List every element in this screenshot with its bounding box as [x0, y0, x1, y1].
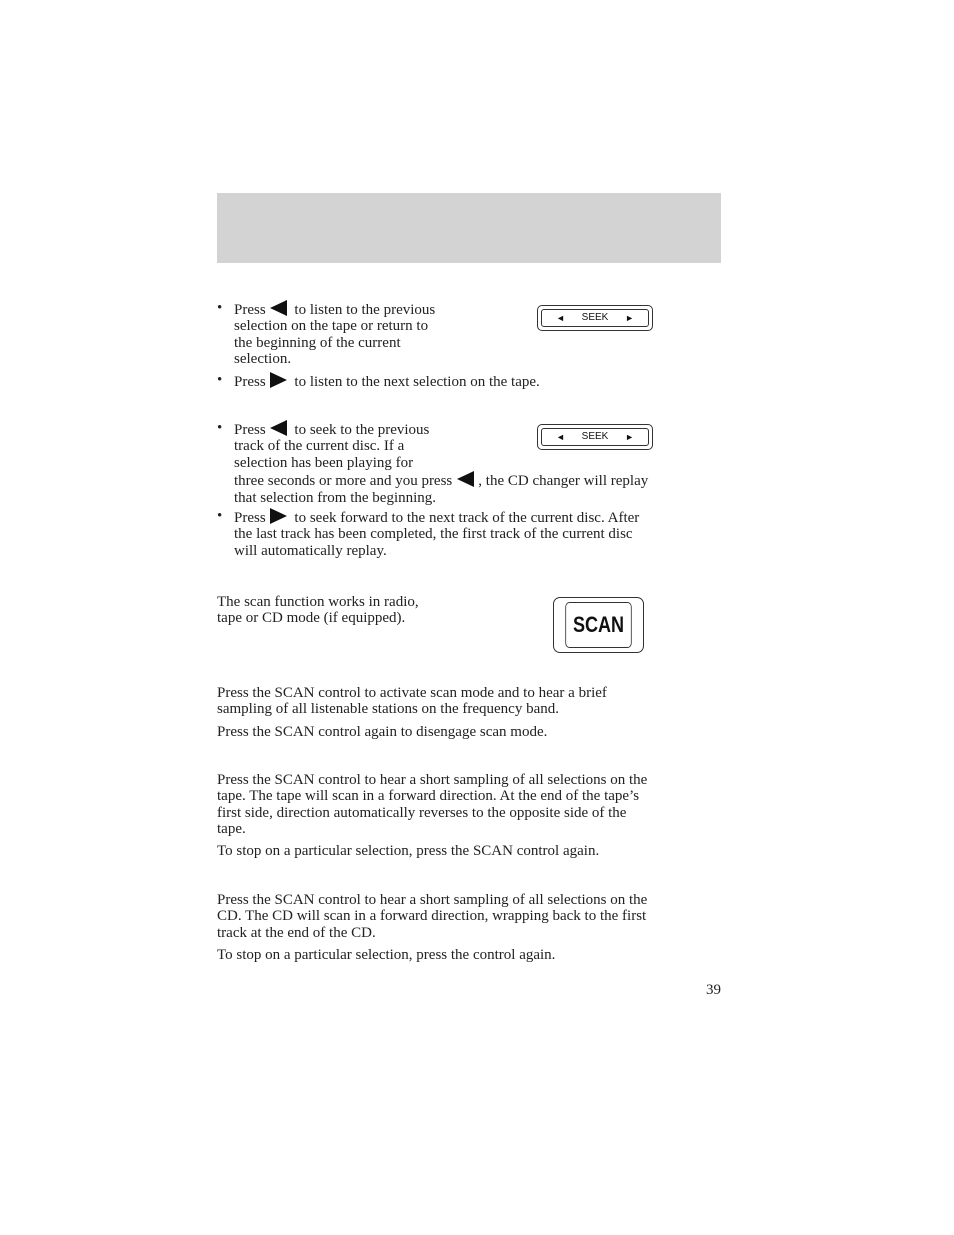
text: CD. The CD will scan in a forward direction, wrapping back to the first: [217, 908, 647, 925]
section-header-bar: [217, 193, 721, 263]
text: To stop on a particular selection, press the control again.: [217, 947, 556, 963]
tape-seek-back-item: [234, 300, 534, 368]
press-word: Press: [234, 510, 266, 526]
bullet: •: [217, 300, 223, 316]
scan-tape-stop: [217, 843, 721, 859]
scan-label: SCAN: [565, 602, 631, 648]
scan-radio-disengage: [217, 724, 721, 740]
page-number: 39: [706, 982, 721, 998]
seek-back-icon: [270, 420, 287, 436]
tape-seek-forward-item: [234, 372, 714, 390]
text: Press the SCAN control to hear a short sampling of all selections on the: [217, 892, 648, 908]
scan-radio-paragraph: [217, 685, 721, 718]
scan-cd-stop: [217, 947, 721, 963]
seek-left-arrow-icon: ◄: [556, 312, 565, 323]
seek-forward-icon: [270, 508, 287, 524]
text: the beginning of the current: [234, 334, 401, 351]
text: tape.: [217, 821, 246, 838]
text: to seek to the previous: [294, 422, 430, 438]
text: track at the end of the CD.: [217, 924, 376, 941]
scan-button-illustration: [553, 597, 644, 653]
text: Press the SCAN control to activate scan mode and to hear a brief: [217, 685, 607, 701]
seek-left-arrow-icon: ◄: [556, 431, 565, 442]
text: selection has been playing for: [234, 454, 414, 471]
text: first side, direction automatically reverses to the opposite side of the: [217, 804, 627, 821]
cd-seek-back-item: [234, 420, 714, 506]
seek-right-arrow-icon: ►: [625, 312, 634, 323]
text: Press the SCAN control to hear a short sampling of all selections on the: [217, 772, 648, 788]
seek-back-icon: [270, 300, 287, 316]
seek-forward-icon: [270, 372, 287, 388]
text: selection.: [234, 351, 292, 368]
text: the last track has been completed, the first track of the current disc: [234, 526, 633, 543]
scan-intro: [217, 594, 517, 627]
seek-back-icon: [457, 471, 474, 487]
tape-seek-button-illustration: [537, 305, 653, 331]
text: track of the current disc. If a: [234, 438, 405, 455]
text: Press the SCAN control again to disengage scan mode.: [217, 724, 548, 740]
seek-right-arrow-icon: ►: [625, 431, 634, 442]
text: to listen to the next selection on the tape.: [294, 374, 540, 390]
seek-label: SEEK: [581, 311, 609, 323]
text: , the CD changer will replay: [478, 473, 649, 490]
press-word: Press: [234, 302, 266, 318]
text: tape or CD mode (if equipped).: [217, 610, 406, 627]
press-word: Press: [234, 374, 266, 390]
text: To stop on a particular selection, press the SCAN control again.: [217, 843, 600, 859]
bullet: •: [217, 508, 223, 524]
text: that selection from the beginning.: [234, 489, 437, 506]
bullet: •: [217, 372, 223, 388]
bullet: •: [217, 420, 223, 436]
text: sampling of all listenable stations on the frequency band.: [217, 701, 559, 718]
press-word: Press: [234, 422, 266, 438]
text: to listen to the previous: [294, 302, 436, 318]
text: three seconds or more and you press: [234, 473, 453, 490]
text: The scan function works in radio,: [217, 594, 419, 610]
text: to seek forward to the next track of the current disc. After: [294, 510, 640, 526]
scan-cd-paragraph: [217, 892, 721, 941]
text: will automatically replay.: [234, 542, 387, 559]
scan-tape-paragraph: [217, 772, 721, 838]
text: selection on the tape or return to: [234, 318, 429, 335]
seek-label: SEEK: [581, 430, 609, 442]
text: tape. The tape will scan in a forward direction. At the end of the tape’s: [217, 788, 640, 805]
cd-seek-forward-item: [234, 508, 721, 559]
